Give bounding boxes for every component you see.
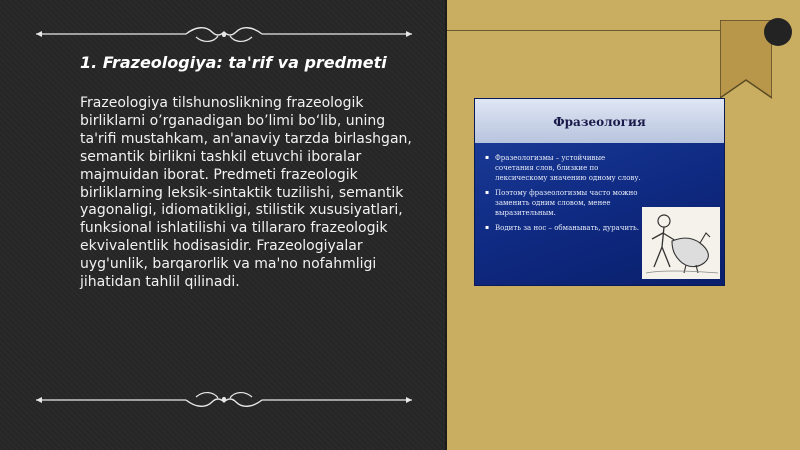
corner-circle [764, 18, 792, 46]
illustration-icon [642, 207, 720, 279]
decorative-rule [447, 30, 767, 31]
card-bullet-list [485, 153, 645, 238]
bottom-ornament-divider [36, 388, 412, 412]
slide-body-text: Frazeologiya tilshunoslikning frazeologik birliklarni o’rganadigan bo’limi bo‘lib, uning ta'rifi mustahkam, an'anaviy tarzda birlashgan, semantik birlikni tashkil etuvchi iboralar majmuidan iborat. Predmeti frazeologik birliklarning leksik-sintaktik tuzilishi, semantik yagonaligi, idiomatikligi, stilistik xususiyatlari, funksional ishlatilishi va tillararo frazeologik ekvivalentlik hodisasidir. Frazeologiyalar uyg'unlik, barqarorlik va ma'no nofahmligi jihatidan tahlil qilinadi. [80, 95, 412, 291]
card-bullet: ▪ Водить за нос – обманывать, дурачить. [485, 223, 645, 233]
top-ornament-divider [36, 22, 412, 46]
card-bullet: ▪ Фразеологизмы – устойчивые сочетания слов, близкие по лексическому значению одному слову. [485, 153, 645, 183]
card-bullet: ▪ Поэтому фразеологизмы часто можно заменить одним словом, менее выразительным. [485, 188, 645, 218]
embedded-slide-image [474, 98, 725, 286]
card-title: Фразеология [553, 115, 646, 129]
slide-title: 1. Frazeologiya: ta'rif va predmeti [80, 53, 387, 72]
panel-divider [445, 0, 447, 450]
